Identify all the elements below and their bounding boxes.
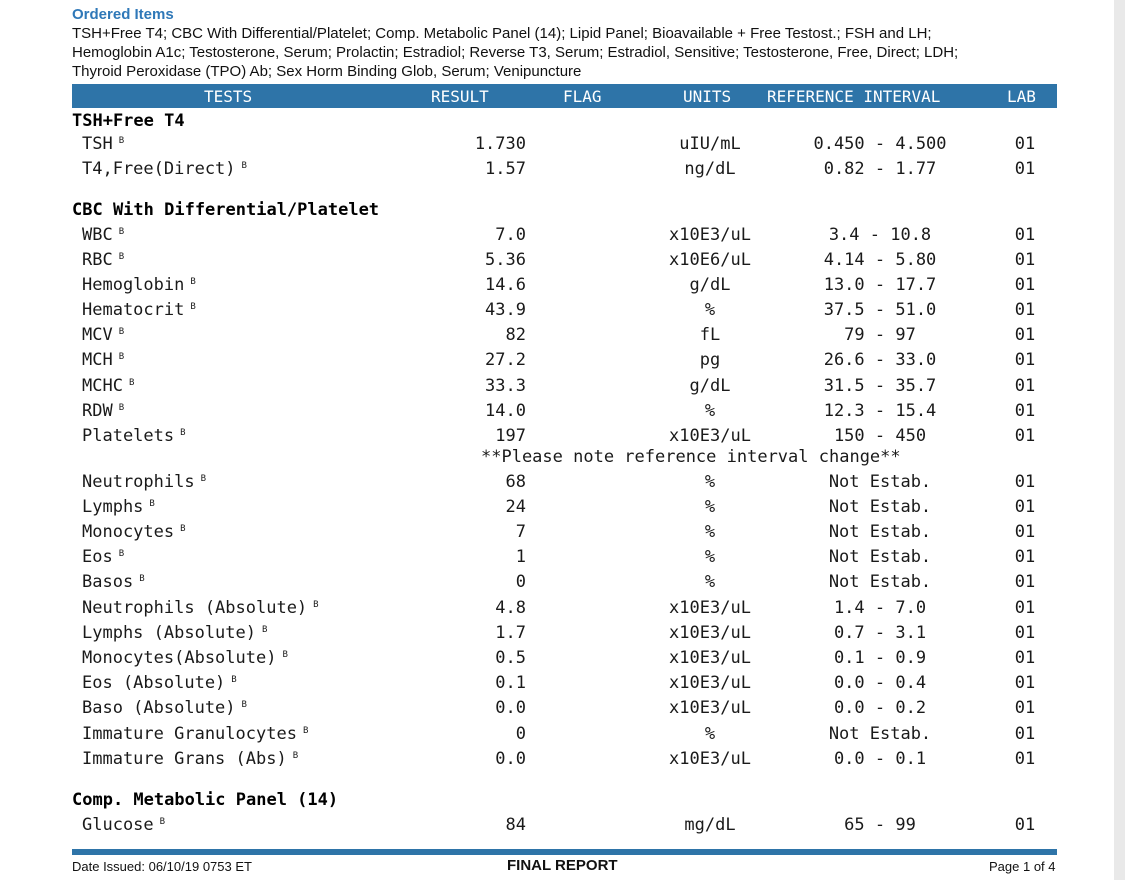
reference-interval: Not Estab. (828, 724, 932, 744)
lab-code: 01 (1014, 275, 1036, 295)
result-value: 0.1 (495, 673, 526, 693)
lab-code: 01 (1014, 749, 1036, 769)
result-value: 84 (505, 815, 526, 835)
lab-code-superscript: B (241, 700, 247, 710)
table-row (0, 300, 1125, 322)
lab-code: 01 (1014, 376, 1036, 396)
header-lab: LAB (1007, 87, 1036, 106)
units: x10E3/uL (669, 673, 751, 693)
reference-interval: 1.4 - 7.0 (833, 598, 927, 618)
reference-interval: Not Estab. (828, 497, 932, 517)
units: % (704, 522, 716, 542)
reference-interval: 12.3 - 15.4 (823, 401, 937, 421)
lab-code: 01 (1014, 572, 1036, 592)
test-name: Hematocrit $^B$ (82, 300, 196, 320)
table-row (0, 497, 1125, 519)
lab-code: 01 (1014, 134, 1036, 154)
report-status: FINAL REPORT (507, 857, 618, 874)
units: x10E3/uL (669, 598, 751, 618)
table-row (0, 749, 1125, 771)
test-name: Lymphs (Absolute) $^B$ (82, 623, 268, 643)
table-row (0, 547, 1125, 569)
result-value: 5.36 (485, 250, 526, 270)
section-title: Comp. Metabolic Panel (14) (72, 790, 339, 810)
test-name: RDW $^B$ (82, 401, 125, 421)
result-value: 27.2 (485, 350, 526, 370)
lab-code-superscript: B (200, 474, 207, 484)
table-header (72, 84, 1057, 108)
reference-interval: 0.450 - 4.500 (813, 134, 947, 154)
test-name: Hemoglobin $^B$ (82, 275, 196, 295)
reference-interval: 0.7 - 3.1 (833, 623, 927, 643)
units: fL (699, 325, 721, 345)
lab-code: 01 (1014, 225, 1036, 245)
lab-code-superscript: B (118, 327, 125, 337)
result-value: 1.57 (485, 159, 526, 179)
header-tests: TESTS (204, 87, 253, 106)
header-reference-interval: REFERENCE INTERVAL (767, 87, 941, 106)
reference-interval: 31.5 - 35.7 (823, 376, 937, 396)
page-indicator: Page 1 of 4 (989, 859, 1056, 874)
lab-code-superscript: B (190, 277, 196, 287)
reference-interval: 0.0 - 0.2 (833, 698, 927, 718)
result-value: 68 (505, 472, 526, 492)
units: x10E3/uL (669, 749, 751, 769)
reference-interval: 0.82 - 1.77 (823, 159, 937, 179)
reference-interval: 0.0 - 0.4 (833, 673, 927, 693)
lab-code: 01 (1014, 426, 1036, 446)
test-name: Eos (Absolute) $^B$ (82, 673, 237, 693)
units: x10E3/uL (669, 225, 751, 245)
table-row (0, 250, 1125, 272)
date-issued: Date Issued: 06/10/19 0753 ET (72, 859, 252, 874)
units: x10E3/uL (669, 648, 751, 668)
reference-interval: Not Estab. (828, 472, 932, 492)
lab-code-superscript: B (118, 136, 125, 146)
reference-interval: 26.6 - 33.0 (823, 350, 937, 370)
lab-code: 01 (1014, 547, 1036, 567)
test-name: Immature Grans (Abs) $^B$ (82, 749, 299, 769)
footer-divider (72, 849, 1057, 855)
lab-code-superscript: B (313, 600, 319, 610)
table-row (0, 225, 1125, 247)
reference-interval: 79 - 97 (844, 325, 916, 345)
test-name: TSH $^B$ (82, 134, 125, 154)
table-row (0, 673, 1125, 695)
units: x10E3/uL (669, 698, 751, 718)
test-name: Monocytes(Absolute) $^B$ (82, 648, 288, 668)
table-row (0, 815, 1125, 837)
table-row (0, 623, 1125, 645)
result-value: 1.7 (495, 623, 526, 643)
result-value: 7.0 (495, 225, 526, 245)
lab-code-superscript: B (149, 499, 155, 509)
units: uIU/mL (679, 134, 741, 154)
table-row (0, 426, 1125, 448)
test-name: WBC $^B$ (82, 225, 125, 245)
result-value: 0.5 (495, 648, 526, 668)
test-name: RBC $^B$ (82, 250, 125, 270)
test-name: MCH $^B$ (82, 350, 125, 370)
ordered-items-line: Thyroid Peroxidase (TPO) Ab; Sex Horm Binding Glob, Serum; Venipuncture (72, 63, 582, 80)
result-value: 0 (515, 724, 526, 744)
lab-code: 01 (1014, 350, 1036, 370)
units: % (704, 472, 716, 492)
lab-code-superscript: B (262, 625, 268, 635)
lab-code: 01 (1014, 472, 1036, 492)
table-row (0, 134, 1125, 156)
lab-code: 01 (1014, 159, 1036, 179)
result-value: 1 (515, 547, 526, 567)
result-value: 0.0 (495, 749, 526, 769)
reference-interval: 0.1 - 0.9 (833, 648, 927, 668)
ordered-items-title: Ordered Items (72, 6, 174, 23)
lab-code-superscript: B (231, 675, 237, 685)
lab-code-superscript: B (118, 227, 125, 237)
result-value: 14.0 (485, 401, 526, 421)
test-name: Eos $^B$ (82, 547, 125, 567)
table-row (0, 598, 1125, 620)
units: pg (699, 350, 721, 370)
lab-code-superscript: B (159, 817, 166, 827)
lab-code: 01 (1014, 648, 1036, 668)
table-row (0, 472, 1125, 494)
result-value: 82 (505, 325, 526, 345)
lab-code: 01 (1014, 401, 1036, 421)
lab-code-superscript: B (128, 378, 135, 388)
result-value: 24 (505, 497, 526, 517)
result-value: 197 (495, 426, 526, 446)
header-result: RESULT (431, 87, 489, 106)
lab-code: 01 (1014, 623, 1036, 643)
test-name: Basos $^B$ (82, 572, 145, 592)
lab-code-superscript: B (282, 650, 288, 660)
lab-code: 01 (1014, 724, 1036, 744)
units: % (704, 300, 716, 320)
test-name: Platelets $^B$ (82, 426, 186, 446)
table-row (0, 325, 1125, 347)
test-name: Neutrophils (Absolute) $^B$ (82, 598, 319, 618)
table-row (0, 572, 1125, 594)
lab-code-superscript: B (241, 161, 247, 171)
table-row (0, 275, 1125, 297)
units: % (704, 547, 716, 567)
units: % (704, 401, 716, 421)
test-name: Neutrophils $^B$ (82, 472, 207, 492)
units: g/dL (689, 376, 731, 396)
lab-code-superscript: B (292, 751, 299, 761)
lab-code-superscript: B (180, 524, 186, 534)
lab-code: 01 (1014, 250, 1036, 270)
result-value: 4.8 (495, 598, 526, 618)
reference-interval: 0.0 - 0.1 (833, 749, 927, 769)
units: ng/dL (684, 159, 736, 179)
units: g/dL (689, 275, 731, 295)
result-value: 43.9 (485, 300, 526, 320)
section-title: CBC With Differential/Platelet (72, 200, 380, 220)
reference-interval: Not Estab. (828, 572, 932, 592)
reference-interval: 4.14 - 5.80 (823, 250, 937, 270)
table-row (0, 376, 1125, 398)
test-name: Glucose $^B$ (82, 815, 166, 835)
result-value: 1.730 (474, 134, 526, 154)
result-value: 0 (515, 572, 526, 592)
test-name: MCHC $^B$ (82, 376, 135, 396)
table-row (0, 648, 1125, 670)
result-value: 14.6 (485, 275, 526, 295)
test-name: Lymphs $^B$ (82, 497, 155, 517)
lab-code-superscript: B (302, 726, 309, 736)
test-name: T4,Free(Direct) $^B$ (82, 159, 247, 179)
result-value: 7 (515, 522, 526, 542)
table-row (0, 522, 1125, 544)
reference-interval: 13.0 - 17.7 (823, 275, 937, 295)
lab-code-superscript: B (118, 352, 125, 362)
table-row (0, 401, 1125, 423)
units: x10E6/uL (669, 250, 751, 270)
test-name: Monocytes $^B$ (82, 522, 186, 542)
lab-code: 01 (1014, 497, 1036, 517)
lab-code-superscript: B (118, 549, 125, 559)
lab-code-superscript: B (180, 428, 186, 438)
table-row (0, 350, 1125, 372)
table-row (0, 698, 1125, 720)
reference-change-note: **Please note reference interval change** (481, 447, 901, 467)
lab-code: 01 (1014, 698, 1036, 718)
ordered-items-line: TSH+Free T4; CBC With Differential/Platelet; Comp. Metabolic Panel (14); Lipid Panel; Bioavailable + Free Testost.; FSH and LH; (72, 25, 932, 42)
header-flag: FLAG (563, 87, 602, 106)
units: % (704, 572, 716, 592)
lab-code: 01 (1014, 522, 1036, 542)
lab-code: 01 (1014, 598, 1036, 618)
test-name: Baso (Absolute) $^B$ (82, 698, 247, 718)
reference-interval: 3.4 - 10.8 (828, 225, 932, 245)
lab-code: 01 (1014, 325, 1036, 345)
units: mg/dL (684, 815, 736, 835)
test-name: MCV $^B$ (82, 325, 125, 345)
reference-interval: 65 - 99 (844, 815, 916, 835)
reference-interval: 37.5 - 51.0 (823, 300, 937, 320)
reference-interval: 150 - 450 (833, 426, 927, 446)
result-value: 0.0 (495, 698, 526, 718)
lab-code-superscript: B (139, 574, 145, 584)
lab-code: 01 (1014, 673, 1036, 693)
ordered-items-list (72, 24, 1072, 81)
lab-code: 01 (1014, 815, 1036, 835)
header-units: UNITS (683, 87, 732, 106)
test-name: Immature Granulocytes $^B$ (82, 724, 309, 744)
lab-code-superscript: B (190, 302, 196, 312)
result-value: 33.3 (485, 376, 526, 396)
section-title: TSH+Free T4 (72, 111, 185, 131)
table-row (0, 159, 1125, 181)
units: % (704, 497, 716, 517)
units: x10E3/uL (669, 426, 751, 446)
lab-code: 01 (1014, 300, 1036, 320)
units: x10E3/uL (669, 623, 751, 643)
reference-interval: Not Estab. (828, 522, 932, 542)
table-row (0, 724, 1125, 746)
ordered-items-line: Hemoglobin A1c; Testosterone, Serum; Prolactin; Estradiol; Reverse T3, Serum; Estradiol, Sensitive; Testosterone, Free, Direct; LDH; (72, 44, 959, 61)
lab-code-superscript: B (118, 252, 125, 262)
reference-interval: Not Estab. (828, 547, 932, 567)
units: % (704, 724, 716, 744)
lab-code-superscript: B (118, 403, 125, 413)
